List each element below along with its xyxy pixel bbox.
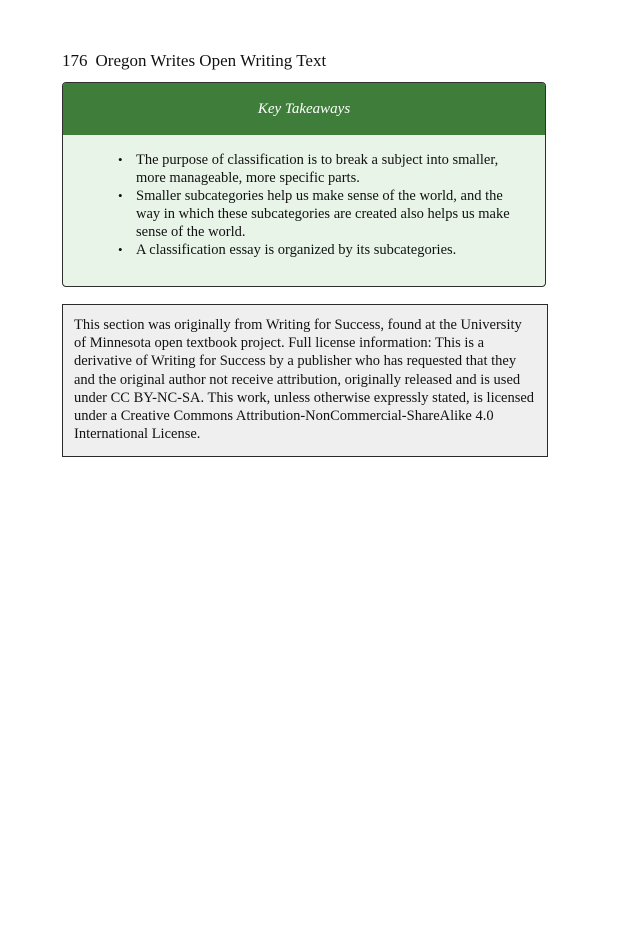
- running-header: [62, 50, 326, 72]
- attribution-box: [62, 304, 548, 457]
- list-item: [118, 241, 525, 259]
- bullet-icon: •: [118, 188, 123, 203]
- key-takeaways-box: [62, 82, 546, 287]
- list-item-text: A classification essay is organized by its subcategories.: [136, 242, 457, 258]
- book-title: Oregon Writes Open Writing Text: [95, 51, 327, 70]
- list-item-text: The purpose of classification is to break a subject into smaller, more manageable, more specific parts.: [136, 152, 499, 186]
- page-number: 176: [62, 51, 88, 70]
- bullet-icon: •: [118, 242, 123, 257]
- attribution-text: This section was originally from Writing for Success, found at the University of Minnesota open textbook project. Full license information: This is a derivative of Writing for Success by a publisher who has requested that they and the original author not receive attribution, originally released and is used under CC BY-NC-SA. This work, unless otherwise expressly stated, is licensed under a Creative Commons Attribution-NonCommercial-ShareAlike 4.0 International License.: [74, 317, 535, 443]
- key-takeaways-list: [63, 135, 545, 259]
- list-item: [118, 187, 525, 241]
- list-item: [118, 151, 525, 187]
- key-takeaways-title: Key Takeaways: [63, 83, 545, 135]
- list-item-text: Smaller subcategories help us make sense of the world, and the way in which these subcategories are created also helps us make sense of the world.: [136, 188, 510, 240]
- bullet-icon: •: [118, 152, 123, 167]
